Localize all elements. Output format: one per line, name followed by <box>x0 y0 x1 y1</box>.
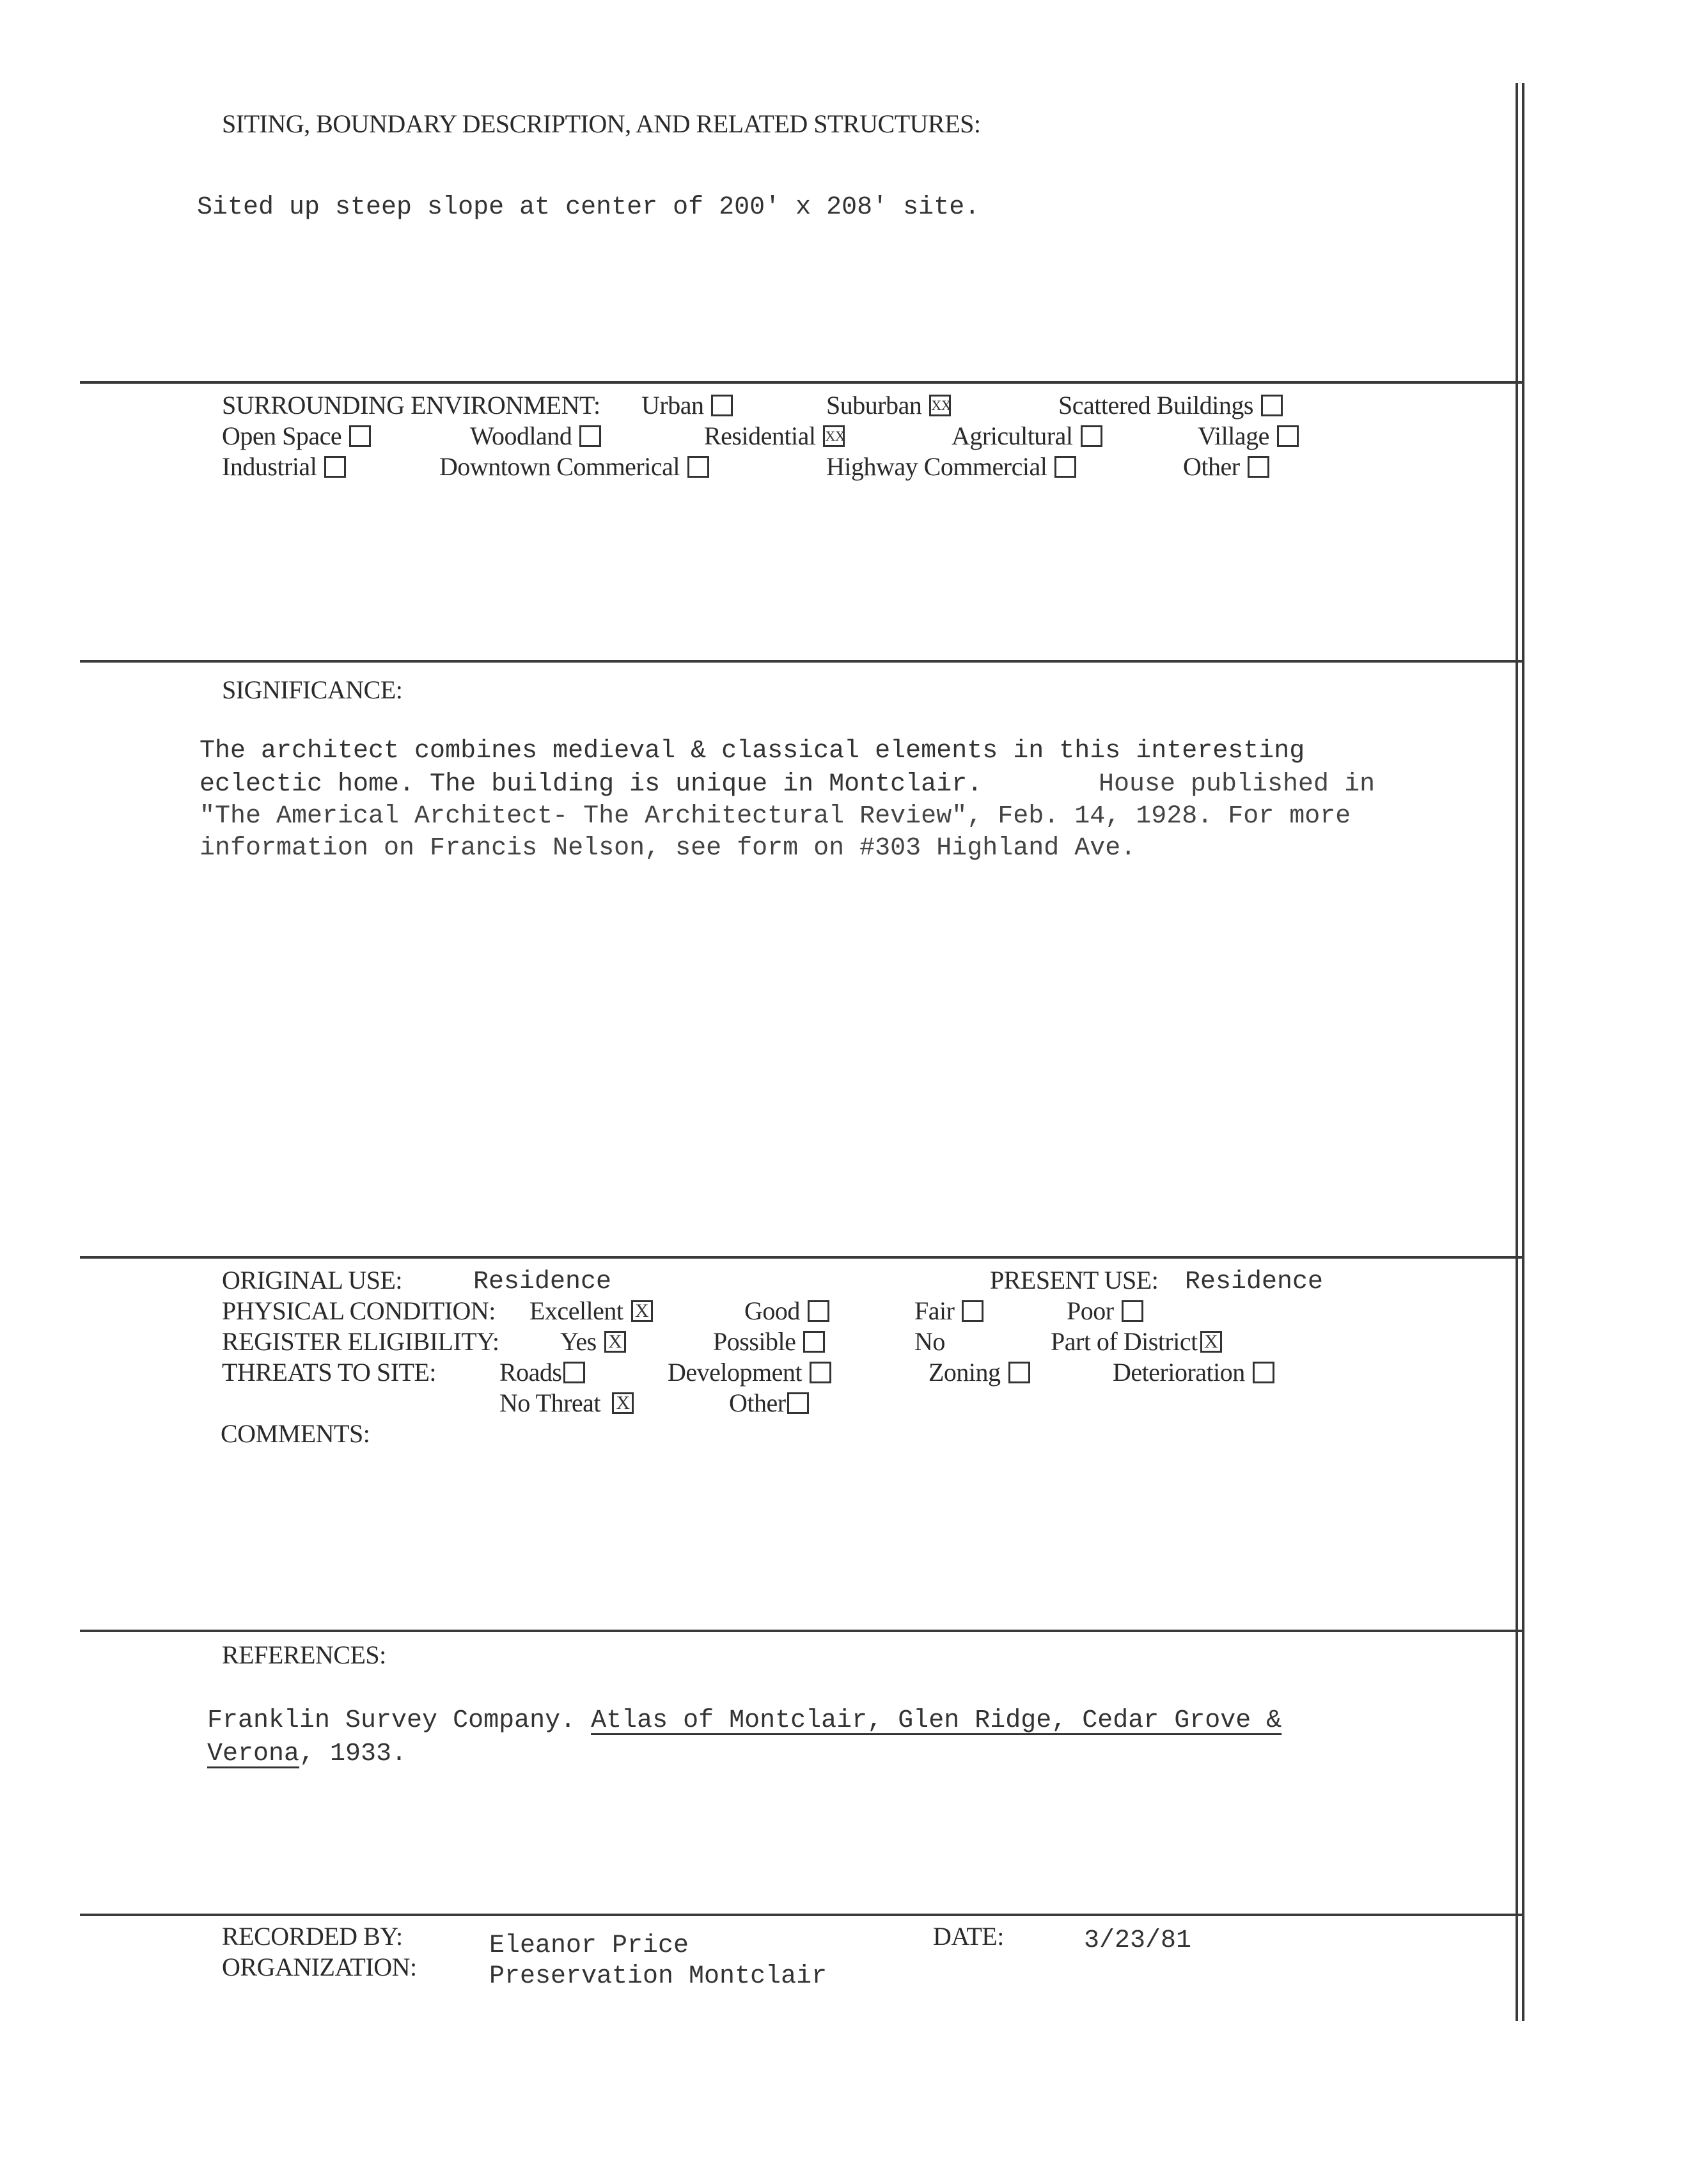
option-label: Yes <box>560 1327 597 1356</box>
siting-text: Sited up steep slope at center of 200' x 208' site. <box>197 193 980 222</box>
checkbox-poor[interactable] <box>1122 1300 1143 1322</box>
condition-option-good[interactable] <box>744 1296 829 1326</box>
references-heading: REFERENCES: <box>222 1640 386 1669</box>
reference-title: Atlas of Montclair, Glen Ridge, Cedar Grove & <box>591 1706 1282 1735</box>
checkbox-residential[interactable] <box>823 425 845 447</box>
siting-heading: SITING, BOUNDARY DESCRIPTION, AND RELATED STRUCTURES: <box>222 109 981 138</box>
option-label: Zoning <box>928 1358 1001 1387</box>
reference-entry-cont <box>207 1740 407 1768</box>
env-option-village[interactable] <box>1198 421 1299 451</box>
significance-line: House published in <box>1099 770 1375 799</box>
checkbox-scattered-buildings[interactable] <box>1261 395 1283 416</box>
reference-author: Franklin Survey Company. <box>207 1706 576 1735</box>
reference-title-cont: Verona <box>207 1740 300 1768</box>
physical-condition-label: PHYSICAL CONDITION: <box>222 1296 496 1325</box>
option-label: Residential <box>704 421 816 450</box>
option-label: Good <box>744 1296 800 1325</box>
checkbox-yes[interactable] <box>604 1331 626 1353</box>
reference-year: , 1933. <box>299 1740 407 1768</box>
option-label: Suburban <box>826 391 922 420</box>
date-value: 3/23/81 <box>1084 1926 1192 1955</box>
env-option-industrial[interactable] <box>222 452 346 482</box>
section-divider <box>80 381 1522 384</box>
environment-heading: SURROUNDING ENVIRONMENT: <box>222 391 600 420</box>
checkbox-highway-commercial[interactable] <box>1054 456 1076 478</box>
option-label: Industrial <box>222 452 317 481</box>
env-option-urban[interactable] <box>641 390 733 420</box>
comments-heading: COMMENTS: <box>221 1419 370 1448</box>
env-option-scattered-buildings[interactable] <box>1058 390 1283 420</box>
checkbox-industrial[interactable] <box>324 456 346 478</box>
right-border-line <box>1516 83 1518 2021</box>
option-label: Highway Commercial <box>826 452 1047 481</box>
checkbox-zoning[interactable] <box>1008 1362 1030 1383</box>
significance-line: eclectic home. The building is unique in Montclair. <box>200 770 983 799</box>
significance-heading: SIGNIFICANCE: <box>222 675 403 704</box>
checkbox-village[interactable] <box>1277 425 1299 447</box>
threat-option-deterioration[interactable] <box>1113 1357 1274 1387</box>
threats-to-site-label: THREATS TO SITE: <box>222 1358 436 1387</box>
section-divider <box>80 1630 1522 1632</box>
organization-value: Preservation Montclair <box>489 1962 827 1991</box>
condition-option-poor[interactable] <box>1067 1296 1143 1326</box>
option-label: Fair <box>914 1296 955 1325</box>
section-divider <box>80 1914 1522 1916</box>
option-label: Excellent <box>529 1296 623 1325</box>
option-label: Urban <box>641 391 704 420</box>
register-eligibility-label: REGISTER ELIGIBILITY: <box>222 1327 499 1356</box>
significance-line: information on Francis Nelson, see form on #303 Highland Ave. <box>200 834 1136 863</box>
threat-option-development[interactable] <box>668 1357 831 1387</box>
eligibility-option-possible[interactable] <box>713 1326 825 1357</box>
option-label: Roads <box>499 1358 562 1387</box>
checkbox-threat-other[interactable] <box>787 1392 809 1414</box>
option-label: No <box>914 1327 945 1356</box>
env-option-downtown-commerical[interactable] <box>439 452 709 482</box>
right-border-line-inner <box>1522 83 1524 2021</box>
option-label: Deterioration <box>1113 1358 1245 1387</box>
env-option-suburban[interactable] <box>826 390 951 420</box>
recorded-by-label: RECORDED BY: <box>222 1922 403 1951</box>
threat-option-roads[interactable] <box>499 1357 585 1387</box>
option-label: No Threat <box>499 1388 601 1417</box>
option-label: Poor <box>1067 1296 1114 1325</box>
option-label: Village <box>1198 421 1269 450</box>
organization-label: ORGANIZATION: <box>222 1953 417 1981</box>
checkbox-good[interactable] <box>808 1300 829 1322</box>
significance-line: "The Americal Architect- The Architectural Review", Feb. 14, 1928. For more <box>200 802 1351 831</box>
checkbox-possible[interactable] <box>803 1331 825 1353</box>
checkbox-roads[interactable] <box>563 1362 585 1383</box>
checkbox-woodland[interactable] <box>579 425 601 447</box>
option-label: Part of District <box>1051 1327 1198 1356</box>
significance-line: The architect combines medieval & classical elements in this interesting <box>200 737 1305 766</box>
option-label: Other <box>729 1388 786 1417</box>
threat-option-no-threat[interactable] <box>499 1388 634 1418</box>
checkbox-deterioration[interactable] <box>1253 1362 1274 1383</box>
threat-option-other[interactable] <box>729 1388 809 1418</box>
env-option-open-space[interactable] <box>222 421 371 451</box>
section-divider <box>80 1256 1522 1259</box>
option-label: Other <box>1183 452 1240 481</box>
condition-option-excellent[interactable] <box>529 1296 653 1326</box>
env-option-highway-commercial[interactable] <box>826 452 1076 482</box>
option-label: Development <box>668 1358 802 1387</box>
checkbox-downtown-commerical[interactable] <box>687 456 709 478</box>
option-label: Downtown Commerical <box>439 452 680 481</box>
date-label: DATE: <box>933 1922 1004 1951</box>
option-label: Scattered Buildings <box>1058 391 1253 420</box>
original-use-label: ORIGINAL USE: <box>222 1266 402 1294</box>
checkbox-agricultural[interactable] <box>1081 425 1102 447</box>
checkbox-urban[interactable] <box>711 395 733 416</box>
checkbox-other[interactable] <box>1248 456 1269 478</box>
checkbox-part-of-district[interactable] <box>1200 1331 1222 1353</box>
checkbox-open-space[interactable] <box>349 425 371 447</box>
env-option-residential[interactable] <box>704 421 845 451</box>
reference-entry <box>207 1706 1281 1735</box>
section-divider <box>80 660 1522 663</box>
original-use-value: Residence <box>473 1268 612 1296</box>
condition-option-fair[interactable] <box>914 1296 983 1326</box>
checkbox-no-threat[interactable] <box>612 1392 634 1414</box>
checkbox-development[interactable] <box>810 1362 831 1383</box>
env-option-agricultural[interactable] <box>952 421 1102 451</box>
checkbox-excellent[interactable] <box>631 1300 653 1322</box>
checkbox-suburban[interactable] <box>929 395 951 416</box>
option-label: Possible <box>713 1327 796 1356</box>
env-option-woodland[interactable] <box>470 421 601 451</box>
option-label: Woodland <box>470 421 572 450</box>
present-use-label: PRESENT USE: <box>990 1266 1159 1294</box>
threat-option-zoning[interactable] <box>928 1357 1030 1387</box>
recorded-by-value: Eleanor Price <box>489 1931 689 1960</box>
eligibility-option-no[interactable] <box>914 1326 945 1357</box>
checkbox-fair[interactable] <box>962 1300 983 1322</box>
present-use-value: Residence <box>1185 1268 1324 1296</box>
eligibility-option-yes[interactable] <box>560 1326 626 1357</box>
eligibility-option-part-of-district[interactable] <box>1051 1326 1222 1357</box>
option-label: Open Space <box>222 421 342 450</box>
env-option-other[interactable] <box>1183 452 1269 482</box>
option-label: Agricultural <box>952 421 1073 450</box>
